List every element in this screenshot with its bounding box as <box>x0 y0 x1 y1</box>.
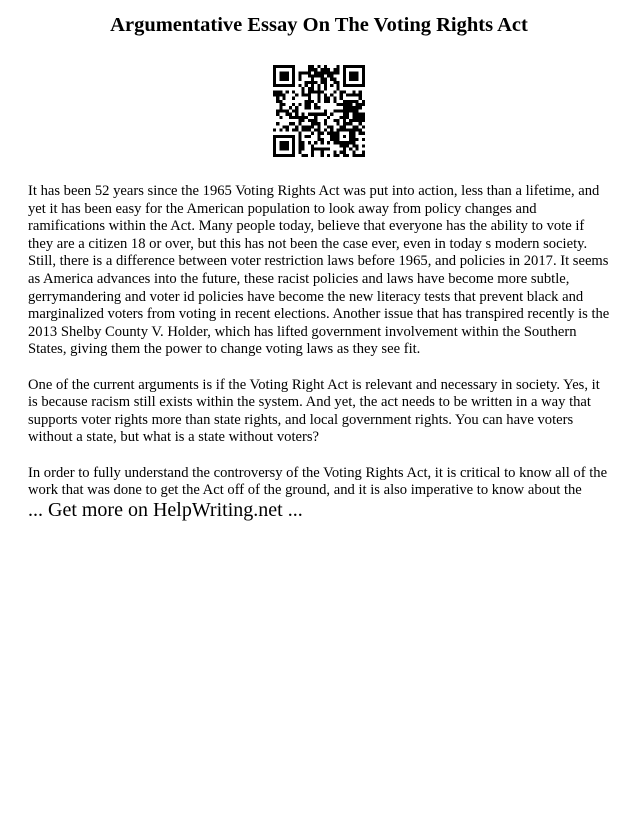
essay-body <box>28 183 610 517</box>
get-more-link[interactable]: ... Get more on HelpWriting.net ... <box>28 499 303 521</box>
page-title: Argumentative Essay On The Voting Rights Act <box>110 14 528 36</box>
paragraph: It has been 52 years since the 1965 Voting Rights Act was put into action, less than a lifetime, and yet it has been easy for the American population to look away from policy changes and ramifications within the Act. Many people today, believe that everyone has the ability to vote if they are a citizen 18 or over, but this has not been the case ever, even in today s modern society. Still, there is a difference between voter restriction laws before 1965, and policies in 2017. It seems as America advances into the future, these racist policies and laws have become more subtle, gerrymandering and voter id policies have become the new literacy tests that prevent black and marginalized voters from voting in recent elections. Another issue that has transpired recently is the 2013 Shelby County V. Holder, which has lifted government involvement within the Southern States, giving them the power to change voting laws as they see fit. <box>28 183 610 358</box>
paragraph: One of the current arguments is if the Voting Right Act is relevant and necessary in society. Yes, it is because racism still exists within the system. And yet, the act needs to be written in a way that supports voter rights more than state rights, and local government rights. You can have voters without a state, but what is a state without voters? <box>28 376 600 446</box>
paragraph: In order to fully understand the controversy of the Voting Rights Act, it is critical to know all of the work that was done to get the Act off of the ground, and it is also imperative to know about the <box>28 464 608 499</box>
qr-code-icon <box>273 65 365 157</box>
